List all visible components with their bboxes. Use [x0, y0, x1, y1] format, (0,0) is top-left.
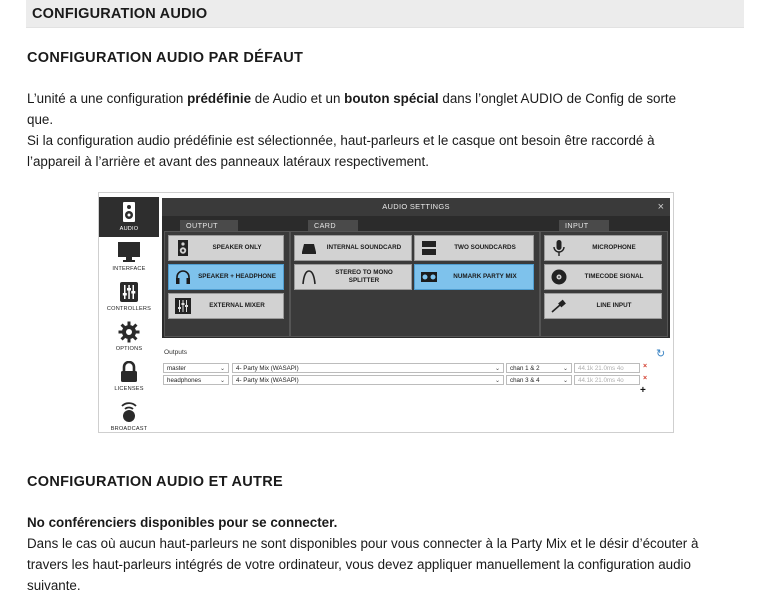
- intro-text: dans l’onglet AUDIO de Config de sorte: [438, 91, 677, 106]
- sliders-icon: [116, 281, 142, 303]
- chevron-down-icon: ⌄: [562, 378, 568, 384]
- sidebar-label: INTERFACE: [112, 266, 146, 272]
- rca-cable-icon: [551, 298, 567, 314]
- chevron-down-icon: ⌄: [494, 378, 500, 384]
- two-soundcards-button[interactable]: TWO SOUNDCARDS: [414, 235, 534, 261]
- intro-text: L’unité a une configuration: [27, 91, 188, 106]
- other-text: Dans le cas où aucun haut-parleurs ne sont disponibles pour vous connecter à la Party Mix et le désir d’écouter à: [27, 536, 699, 551]
- speaker-icon: [175, 240, 191, 256]
- speaker-only-button[interactable]: SPEAKER ONLY: [168, 235, 284, 261]
- default-config-heading: CONFIGURATION AUDIO PAR DÉFAUT: [27, 50, 304, 66]
- audio-settings-panel: [162, 198, 670, 338]
- sidebar-item-controllers[interactable]: [99, 277, 159, 317]
- two-soundcards-icon: [421, 240, 437, 256]
- speaker-icon: [116, 201, 142, 223]
- laptop-icon: [301, 240, 317, 256]
- external-mixer-button[interactable]: EXTERNAL MIXER: [168, 293, 284, 319]
- chevron-down-icon: ⌄: [219, 378, 225, 384]
- output-device: 4- Party Mix (WASAPI): [236, 365, 299, 372]
- mixer-icon: [175, 298, 191, 314]
- output-name: headphones: [167, 377, 202, 384]
- remove-output-icon[interactable]: ×: [643, 375, 648, 382]
- output-channel: chan 1 & 2: [510, 365, 540, 372]
- panel-title: AUDIO SETTINGS: [162, 198, 670, 216]
- other-text: suivante.: [27, 578, 81, 593]
- refresh-icon[interactable]: ↻: [656, 348, 666, 360]
- output-name-select[interactable]: [163, 375, 229, 385]
- sidebar-item-broadcast[interactable]: [99, 397, 159, 433]
- lock-icon: [116, 361, 142, 383]
- output-channel: chan 3 & 4: [510, 377, 540, 384]
- section-header: [26, 0, 744, 28]
- sidebar-item-interface[interactable]: [99, 237, 159, 277]
- chevron-down-icon: ⌄: [219, 366, 225, 372]
- microphone-button[interactable]: MICROPHONE: [544, 235, 662, 261]
- output-info: 44.1k 21.0ms 4o: [574, 375, 640, 385]
- output-name-select[interactable]: [163, 363, 229, 373]
- config-sidebar: [99, 193, 159, 432]
- intro-text: de Audio et un: [251, 91, 345, 106]
- monitor-icon: [116, 241, 142, 263]
- sidebar-item-licenses[interactable]: [99, 357, 159, 397]
- microphone-icon: [551, 240, 567, 256]
- other-config-heading: CONFIGURATION AUDIO ET AUTRE: [27, 474, 283, 490]
- line-input-button[interactable]: LINE INPUT: [544, 293, 662, 319]
- sidebar-item-audio[interactable]: [99, 197, 159, 237]
- sidebar-item-options[interactable]: [99, 317, 159, 357]
- vinyl-icon: [551, 269, 567, 285]
- section-title: CONFIGURATION AUDIO: [32, 6, 208, 22]
- chevron-down-icon: ⌄: [494, 366, 500, 372]
- close-icon[interactable]: ×: [657, 201, 664, 213]
- outputs-label: Outputs: [164, 349, 188, 356]
- timecode-signal-button[interactable]: TIMECODE SIGNAL: [544, 264, 662, 290]
- output-device-select[interactable]: [232, 363, 504, 373]
- sidebar-label: OPTIONS: [115, 346, 143, 352]
- remove-output-icon[interactable]: ×: [643, 363, 648, 370]
- intro-bold-special-button: bouton spécial: [344, 91, 439, 106]
- sidebar-label: AUDIO: [119, 226, 139, 232]
- no-speakers-note: No conférenciers disponibles pour se connecter.: [27, 515, 338, 530]
- output-channel-select[interactable]: [506, 375, 572, 385]
- output-name: master: [167, 365, 186, 372]
- sidebar-label: CONTROLLERS: [106, 306, 152, 312]
- outputs-section: [162, 341, 672, 431]
- numark-party-mix-button[interactable]: NUMARK PARTY MIX: [414, 264, 534, 290]
- intro-paragraph: [27, 88, 742, 172]
- add-output-icon[interactable]: +: [640, 385, 646, 396]
- controller-icon: [421, 269, 437, 285]
- intro-bold-predefined: prédéfinie: [187, 91, 252, 106]
- output-info: 44.1k 21.0ms 4o: [574, 363, 640, 373]
- audio-settings-screenshot: [98, 192, 674, 433]
- internal-soundcard-button[interactable]: INTERNAL SOUNDCARD: [294, 235, 412, 261]
- input-group-label: INPUT: [559, 220, 609, 231]
- intro-text: l’appareil à l’arrière et avant des panneaux latéraux respectivement.: [27, 154, 429, 169]
- card-group-label: CARD: [308, 220, 358, 231]
- intro-text: que.: [27, 112, 54, 127]
- sidebar-label: LICENSES: [114, 386, 144, 392]
- gear-icon: [116, 321, 142, 343]
- output-channel-select[interactable]: [506, 363, 572, 373]
- output-group-label: OUTPUT: [180, 220, 238, 231]
- output-device: 4- Party Mix (WASAPI): [236, 377, 299, 384]
- chevron-down-icon: ⌄: [562, 366, 568, 372]
- intro-text: Si la configuration audio prédéfinie est sélectionnée, haut-parleurs et le casque ont besoin être raccordé à: [27, 133, 655, 148]
- other-text: travers les haut-parleurs intégrés de votre ordinateur, vous devez appliquer manuellement la configuration audio: [27, 557, 691, 572]
- stereo-mono-splitter-button[interactable]: STEREO TO MONO SPLITTER: [294, 264, 412, 290]
- speaker-headphone-button[interactable]: SPEAKER + HEADPHONE: [168, 264, 284, 290]
- output-device-select[interactable]: [232, 375, 504, 385]
- splitter-cable-icon: [301, 269, 317, 285]
- headphone-icon: [175, 269, 191, 285]
- sidebar-label: BROADCAST: [110, 426, 148, 432]
- other-paragraph: [27, 512, 742, 596]
- broadcast-icon: [116, 401, 142, 423]
